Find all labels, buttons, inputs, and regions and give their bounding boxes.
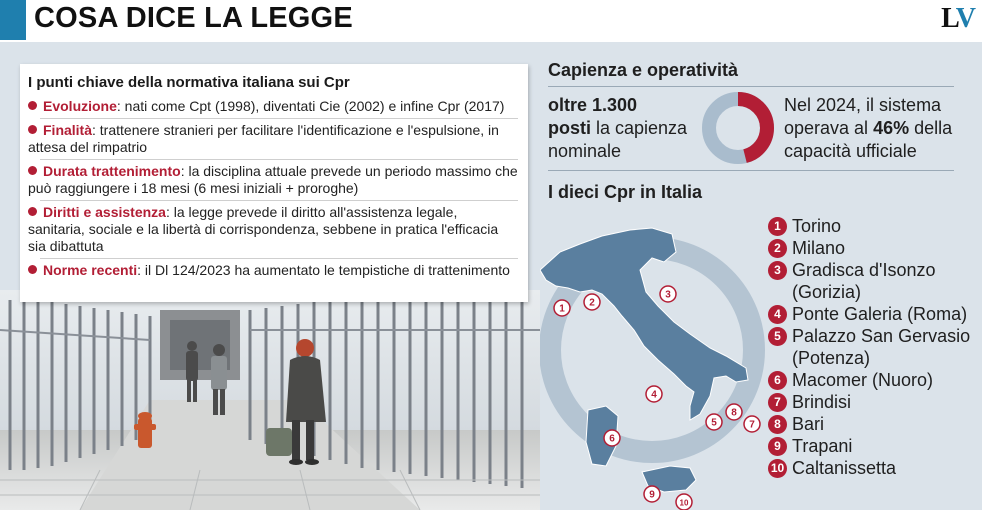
map-marker-8 — [726, 404, 742, 420]
map-marker-7 — [744, 416, 760, 432]
bullet-icon — [28, 207, 37, 216]
number-badge: 6 — [768, 371, 787, 390]
cpr-item-gradisca: 3 Gradisca d'Isonzo — [768, 260, 936, 281]
header — [0, 0, 982, 42]
header-accent-bar — [0, 0, 26, 40]
page-title: COSA DICE LA LEGGE — [34, 2, 353, 34]
section-rule — [548, 170, 954, 171]
svg-text:3: 3 — [665, 289, 671, 301]
note-item-norme: Norme recenti: il Dl 124/2023 ha aumentato le tempistiche di trattenimento — [28, 262, 518, 279]
cpr-item-palazzo-sub: (Potenza) — [792, 348, 871, 368]
svg-text:6: 6 — [609, 433, 615, 445]
map-marker-5 — [706, 414, 722, 430]
svg-text:7: 7 — [749, 419, 755, 431]
italy-map — [540, 210, 766, 510]
capacity-title: Capienza e operatività — [548, 60, 739, 80]
svg-text:9: 9 — [649, 489, 655, 501]
bullet-icon — [28, 101, 37, 110]
map-marker-2 — [584, 294, 600, 310]
note-item-evoluzione: Evoluzione: nati come Cpt (1998), diventati Cie (2002) e infine Cpr (2017) — [28, 98, 518, 115]
capacity-lead: oltre 1.300 posti la capienza nominale — [548, 95, 688, 161]
cpr-item-gradisca-sub: (Gorizia) — [792, 282, 862, 302]
cpr-item-caltanissetta: 10 Caltanissetta — [768, 458, 896, 479]
map-marker-9 — [644, 486, 660, 502]
cpr-item-macomer: 6 Macomer (Nuoro) — [768, 370, 933, 391]
map-marker-3 — [660, 286, 676, 302]
map-marker-6 — [604, 430, 620, 446]
divider — [40, 258, 518, 259]
divider — [40, 200, 518, 201]
number-badge: 7 — [768, 393, 787, 412]
bullet-icon — [28, 166, 37, 175]
section-rule — [548, 86, 954, 87]
mainland-shape — [540, 228, 748, 420]
svg-text:8: 8 — [731, 407, 737, 419]
map-marker-1 — [554, 300, 570, 316]
number-badge: 3 — [768, 261, 787, 280]
capacity-description: Nel 2024, il sistema operava al 46% della capacità ufficiale — [784, 95, 953, 161]
svg-text:2: 2 — [589, 297, 595, 309]
note-item-diritti: Diritti e assistenza: la legge prevede il diritto all'assistenza legale, sanitaria, sociale e la libertà di corrispondenza, sebbene in pratica l'efficacia sia dibattuta — [28, 204, 499, 254]
number-badge: 5 — [768, 327, 787, 346]
svg-text:5: 5 — [711, 417, 717, 429]
brand-logo: LV — [941, 3, 976, 34]
bullet-icon — [28, 125, 37, 134]
divider — [40, 159, 518, 160]
svg-text:1: 1 — [559, 303, 565, 315]
note-item-finalita: Finalità: trattenere stranieri per facilitare l'identificazione e l'espulsione, in attesa del rimpatrio — [28, 122, 499, 155]
cpr-item-trapani: 9 Trapani — [768, 436, 852, 457]
number-badge: 9 — [768, 437, 787, 456]
svg-text:4: 4 — [651, 389, 657, 401]
note-title: I punti chiave della normativa italiana sui Cpr — [28, 74, 350, 91]
number-badge: 2 — [768, 239, 787, 258]
cpr-title: I dieci Cpr in Italia — [548, 182, 703, 202]
map-marker-10 — [676, 494, 692, 510]
bullet-icon — [28, 265, 37, 274]
cpr-item-brindisi: 7 Brindisi — [768, 392, 851, 413]
cpr-item-milano: 2 Milano — [768, 238, 845, 259]
cpr-item-ponte-galeria: 4 Ponte Galeria (Roma) — [768, 304, 967, 325]
main-panel — [0, 42, 982, 510]
svg-text:10: 10 — [679, 498, 689, 508]
number-badge: 8 — [768, 415, 787, 434]
map-marker-4 — [646, 386, 662, 402]
divider — [40, 118, 518, 119]
number-badge: 1 — [768, 217, 787, 236]
key-points-note — [20, 64, 528, 302]
number-badge: 4 — [768, 305, 787, 324]
number-badge: 10 — [768, 459, 787, 478]
note-item-durata: Durata trattenimento: la disciplina attuale prevede un periodo massimo che può raggiungere i 18 mesi (6 mesi iniziali + proroghe) — [28, 163, 518, 196]
cpr-item-torino: 1 Torino — [768, 216, 841, 237]
detention-center-illustration — [0, 290, 540, 510]
capacity-donut — [700, 90, 776, 166]
cpr-item-bari: 8 Bari — [768, 414, 824, 435]
cpr-item-palazzo-san-gervasio: 5 Palazzo San Gervasio — [768, 326, 970, 347]
